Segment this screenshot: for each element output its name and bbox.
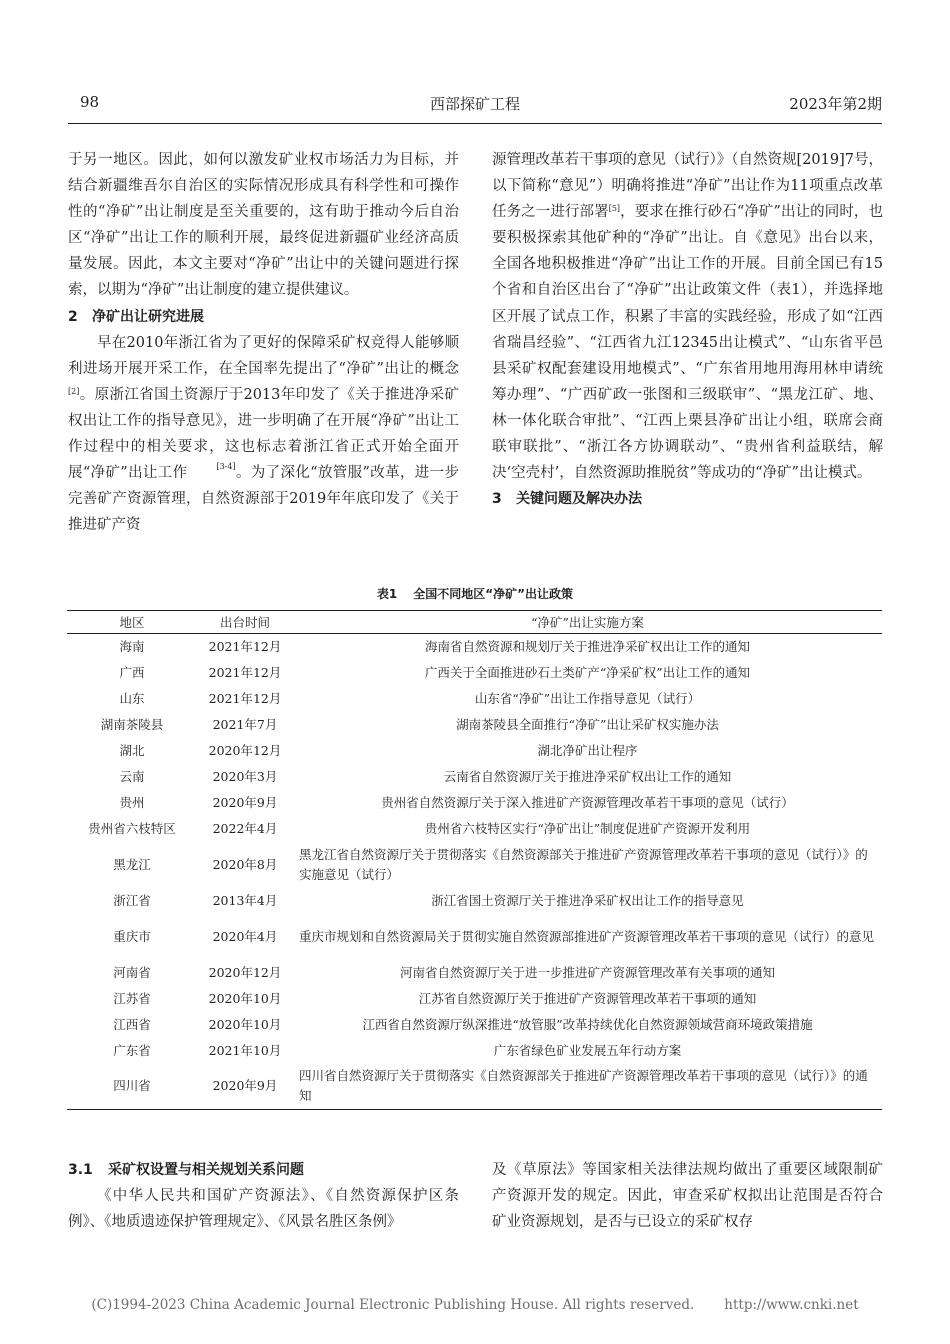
body-paragraph	[68, 330, 459, 539]
citation: [5]	[608, 204, 621, 214]
region-cell: 广西	[119, 664, 145, 680]
plan-cell: 黑龙江省自然资源厅关于贯彻落实《自然资源部关于推进矿产资源管理改革若干事项的意见（试行）》的实施意见（试行）	[299, 846, 868, 882]
region-cell: 四川省	[67, 1064, 197, 1110]
plan-cell: 山东省“净矿”出让工作指导意见（试行）	[474, 690, 701, 706]
plan-cell: 四川省自然资源厅关于贯彻落实《自然资源部关于推进矿产资源管理改革若干事项的意见（试行）》的通知	[293, 1064, 882, 1110]
right-column	[492, 147, 883, 512]
column-header: “净矿”出让实施方案	[293, 611, 882, 634]
region-cell: 黑龙江	[113, 856, 151, 872]
table-row	[67, 816, 882, 842]
region-cell: 湖南茶陵县	[100, 716, 164, 732]
body-paragraph: 及《草原法》等国家相关法律法规均做出了重要区域限制矿产资源开发的规定。因此，审查采矿权拟出让范围是否符合矿业资源规划，是否与已设立的采矿权存	[492, 1162, 883, 1231]
body-paragraph: 于另一地区。因此，如何以激发矿业权市场活力为目标，并结合新疆维吾尔自治区的实际情况形成具有科学性和可操作性的“净矿”出让制度是至关重要的，这有助于推动今后自治区“净矿”出让工作的顺利开展，最终促进新疆矿业经济高质量发展。因此，本文主要对“净矿”出让中的关键问题进行探索，以期为“净矿”出让制度的建立提供建议。	[68, 152, 459, 299]
footer-link[interactable]: http://www.cnki.net	[724, 1297, 859, 1313]
region-cell: 江苏省	[113, 990, 151, 1006]
date-cell: 2022年4月	[212, 820, 278, 836]
plan-cell: 海南省自然资源和规划厅关于推进净采矿权出让工作的通知	[424, 638, 750, 654]
table-caption	[0, 585, 950, 602]
issue-label: 2023年第2期	[789, 95, 882, 113]
plan-cell: 江苏省自然资源厅关于推进矿产资源管理改革若干事项的通知	[418, 990, 757, 1006]
date-cell: 2013年4月	[212, 892, 278, 908]
table-row	[67, 842, 882, 888]
header-rule	[68, 123, 882, 124]
paragraph-text: 。原浙江省国土资源厅于2013年印发了《关于推进净采矿权出让工作的指导意见》，进一步明确了在开展“净矿”出让工作过程中的相关要求，这也标志着浙江省正式开始全面开展“净矿”出让工作	[68, 386, 459, 482]
plan-cell: 重庆市规划和自然资源局关于贯彻实施自然资源部推进矿产资源管理改革若干事项的意见（试行）的意见	[299, 928, 875, 944]
plan-cell: 贵州省六枝特区实行“净矿出让”制度促进矿产资源开发利用	[424, 820, 751, 836]
column-header: 出台时间	[197, 611, 293, 634]
section-title: 净矿出让研究进展	[92, 308, 204, 325]
section-number: 3	[492, 491, 502, 508]
region-cell: 重庆市	[113, 928, 151, 944]
section-3-1-right	[492, 1157, 883, 1235]
left-column	[68, 147, 459, 538]
region-cell: 贵州	[119, 794, 145, 810]
paragraph-text: 早在2010年浙江省为了更好的保障采矿权竞得人能够顺利进场开展开采工作，在全国率先提出了“净矿”出让的概念	[68, 334, 459, 377]
policy-table	[67, 610, 882, 1110]
body-paragraph	[492, 147, 883, 486]
plan-cell: 江西省自然资源厅纵深推进“放管服”改革持续优化自然资源领域营商环境政策措施	[362, 1016, 813, 1032]
table-row	[67, 686, 882, 712]
date-cell: 2021年12月	[208, 690, 282, 706]
table-row	[67, 660, 882, 686]
plan-cell: 云南省自然资源厅关于推进净采矿权出让工作的通知	[443, 768, 732, 784]
date-cell: 2021年7月	[212, 716, 278, 732]
date-cell: 2021年12月	[208, 638, 282, 654]
table-row	[67, 986, 882, 1012]
table-row	[67, 1038, 882, 1064]
region-cell: 贵州省六枝特区	[88, 820, 176, 836]
table-row	[67, 1064, 882, 1110]
region-cell: 江西省	[113, 1016, 151, 1032]
date-cell: 2020年12月	[208, 742, 282, 758]
section-3-1-left	[68, 1157, 459, 1235]
table-row	[67, 738, 882, 764]
region-cell: 湖北	[119, 742, 145, 758]
table-header-row	[67, 611, 882, 634]
date-cell: 2020年4月	[212, 928, 278, 944]
date-cell: 2020年10月	[208, 990, 282, 1006]
table-row	[67, 914, 882, 960]
plan-cell: 广东省绿色矿业发展五年行动方案	[493, 1042, 682, 1058]
date-cell: 2020年10月	[208, 1016, 282, 1032]
running-header	[68, 93, 882, 117]
plan-cell: 湖南茶陵县全面推行“净矿”出让采矿权实施办法	[456, 716, 719, 732]
table-body	[67, 634, 882, 1110]
plan-cell: 河南省自然资源厅关于进一步推进矿产资源管理改革有关事项的通知	[399, 964, 775, 980]
plan-cell: 贵州省自然资源厅关于深入推进矿产资源管理改革若干事项的意见（试行）	[381, 794, 794, 810]
table-row	[67, 790, 882, 816]
citation: [3-4]	[216, 462, 236, 472]
paragraph-text: ，要求在推行砂石“净矿”出让的同时，也要积极探索其他矿种的“净矿”出让。自《意见》出台以来，全国各地积极推进“净矿”出让工作的开展。目前全国已有15个省和自治区出台了“净矿”出让政策文件（表1），并选择地区开展了试点工作，积累了丰富的实践经验，形成了如“江西省瑞昌经验”、“江西省九江12345出让模式”、“山东省平邑县采矿权配套建设用地模式”、“广东省用地用海用林申请统筹办理”、“广西矿政一张图和三级联审”、“黑龙江矿、地、林一体化联合审批”、“江西上栗县净矿出让小组，联席会商联审联批”、“浙江各方协调联动”、“贵州省利益联结，解决‘空壳村’，自然资源助推脱贫”等成功的“净矿”出让模式。	[492, 204, 884, 482]
section-title: 关键问题及解决办法	[516, 491, 642, 508]
section-number: 2	[68, 308, 78, 325]
table-row	[67, 764, 882, 790]
table-row	[67, 888, 882, 914]
paragraph-text: 源管理改革若干事项的意见（试行）》（自然资规[2019]7号，以下简称“意见”）明确将推进“净矿”出让作为11项重点改革任务之一进行部署	[492, 152, 883, 221]
plan-cell: 广西关于全面推进砂石土类矿产“净采矿权”出让工作的通知	[424, 664, 751, 680]
citation: [2]	[68, 386, 80, 396]
copyright-footer	[0, 1297, 950, 1313]
region-cell: 山东	[119, 690, 145, 706]
table-title: 全国不同地区“净矿”出让政策	[413, 587, 574, 601]
date-cell: 2021年10月	[208, 1042, 282, 1058]
plan-cell: 浙江省国土资源厅关于推进净采矿权出让工作的指导意见	[431, 892, 744, 908]
journal-title: 西部探矿工程	[429, 95, 520, 113]
subsection-number: 3.1	[68, 1162, 93, 1178]
date-cell: 2020年8月	[212, 856, 278, 872]
date-cell: 2020年9月	[197, 1064, 293, 1110]
column-header: 地区	[67, 611, 197, 634]
section-heading-2	[68, 304, 459, 330]
date-cell: 2020年9月	[212, 794, 278, 810]
region-cell: 海南	[119, 638, 145, 654]
date-cell: 2021年12月	[208, 664, 282, 680]
table-row	[67, 712, 882, 738]
subsection-title: 采矿权设置与相关规划关系问题	[108, 1162, 304, 1178]
body-paragraph: 《中华人民共和国矿产资源法》、《自然资源保护区条例》、《地质遗迹保护管理规定》、《风景名胜区条例》	[68, 1188, 459, 1231]
section-heading-3	[492, 486, 883, 512]
table-row	[67, 960, 882, 986]
table-row	[67, 634, 882, 660]
subsection-heading	[68, 1157, 459, 1183]
copyright-text: (C)1994-2023 China Academic Journal Electronic Publishing House. All rights reserved.	[91, 1297, 695, 1313]
region-cell: 云南	[119, 768, 145, 784]
region-cell: 浙江省	[113, 892, 151, 908]
date-cell: 2020年12月	[208, 964, 282, 980]
plan-cell: 湖北净矿出让程序	[537, 742, 638, 758]
region-cell: 广东省	[113, 1042, 151, 1058]
table-row	[67, 1012, 882, 1038]
region-cell: 河南省	[113, 964, 151, 980]
paragraph-text: 。为了深化“放管服”改革，进一步完善矿产资源管理，自然资源部于2019年年底印发了《关于推进矿产资	[68, 465, 459, 534]
page-number: 98	[80, 93, 100, 111]
table-label: 表1	[376, 587, 398, 601]
date-cell: 2020年3月	[212, 768, 278, 784]
